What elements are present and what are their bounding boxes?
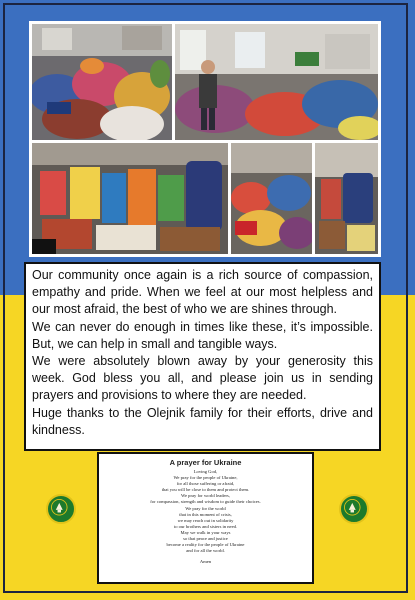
prayer-line: so that peace and justice (183, 536, 228, 542)
message-paragraph: We can never do enough in times like these, it’s impossible. But, we can help in small and tangible ways. (32, 319, 373, 351)
prayer-line: May we walk in your ways (180, 529, 231, 535)
message-paragraph: Huge thanks to the Olejnik family for their efforts, drive and kindness. (32, 405, 373, 437)
school-crest-icon (339, 494, 369, 524)
prayer-card (97, 452, 314, 584)
school-crest-icon (46, 494, 76, 524)
prayer-line: We pray for world leaders, (181, 493, 230, 499)
prayer-line: We pray for the world (185, 505, 226, 511)
prayer-line: become a reality for the people of Ukraine (166, 542, 245, 548)
prayer-line: for all those suffering or afraid, (176, 481, 235, 487)
prayer-line: and for all the world. (186, 548, 225, 554)
prayer-title: A prayer for Ukraine (169, 458, 242, 467)
prayer-line: that you will be close to them and protect them. (161, 487, 250, 493)
prayer-line: that in this moment of crisis, (179, 511, 232, 517)
donations-photo-4 (231, 143, 312, 254)
prayer-closing: Amen (199, 559, 212, 565)
prayer-line: for compassion, strength and wisdom to guide their choices. (150, 499, 261, 505)
message-paragraph: Our community once again is a rich source of compassion, empathy and pride. When we feel at our most helpless and our most afraid, the best of who we are shines through. (32, 268, 373, 317)
donations-photo-1 (32, 24, 172, 140)
thank-you-message (24, 262, 381, 451)
photo-collage (29, 21, 381, 257)
donations-photo-2 (175, 24, 378, 140)
donations-photo-5 (315, 143, 378, 254)
prayer-line: We pray for the people of Ukraine, (173, 475, 238, 481)
donations-photo-3 (32, 143, 228, 254)
message-paragraph: We were absolutely blown away by your generosity this week. God bless you all, and please join us in sending prayers and provisions to where they are needed. (32, 354, 373, 403)
prayer-line: we may reach out in solidarity (177, 517, 234, 523)
prayer-line: Loving God, (193, 469, 218, 474)
prayer-line: to our brothers and sisters in need. (173, 523, 238, 529)
